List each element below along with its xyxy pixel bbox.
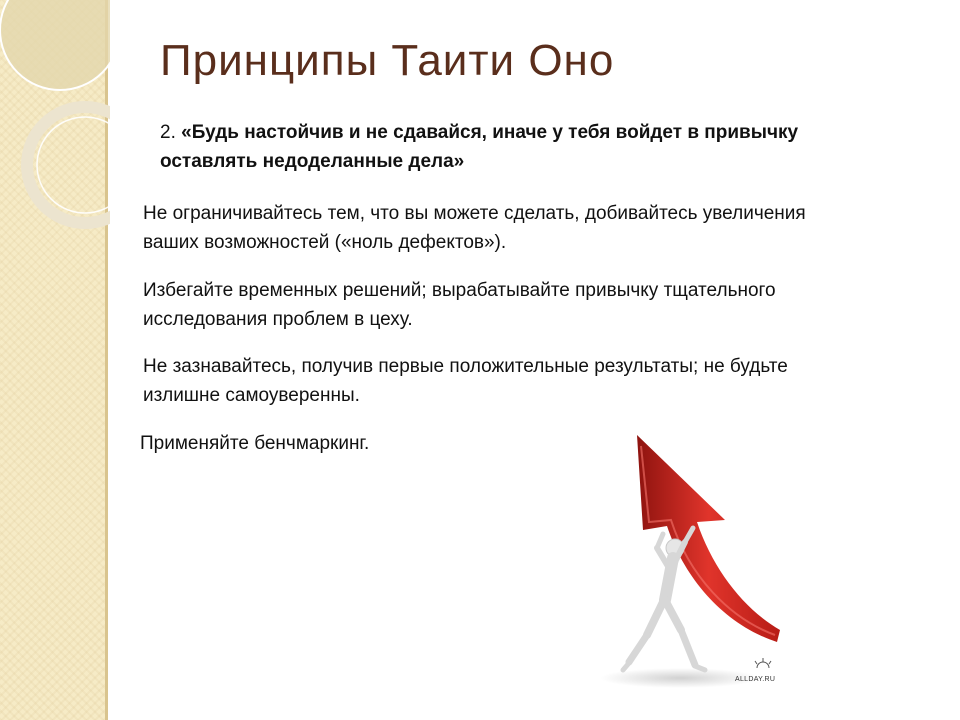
paragraph-temporary-solutions: Избегайте временных решений; вырабатывайте привычку тщательного исследования проблем в цеху. <box>143 280 776 330</box>
decorative-circles <box>0 0 110 300</box>
paragraph-benchmarking: Применяйте бенчмаркинг. <box>140 433 370 454</box>
principle-quote <box>160 118 860 176</box>
paragraph-zero-defects: Не ограничивайтесь тем, что вы можете сделать, добивайтесь увеличения ваших возможностей («ноль дефектов»). <box>143 203 806 253</box>
paragraph-overconfidence: Не зазнавайтесь, получив первые положительные результаты; не будьте излишне самоуверенны. <box>143 356 788 406</box>
arrow-pushing-figure-illustration <box>585 430 785 695</box>
deco-circle-lower-ring <box>27 107 110 223</box>
allday-logo-icon <box>755 658 771 668</box>
principle-number: 2. <box>160 122 176 143</box>
deco-circle-lower-ring-inner <box>37 117 110 213</box>
slide-title: Принципы Таити Оно <box>160 36 615 85</box>
image-credit: ALLDAY.RU <box>735 676 776 683</box>
deco-circle-upper-fill <box>0 0 110 90</box>
principle-text: «Будь настойчив и не сдавайся, иначе у тебя войдет в привычку оставлять недоделанные дела» <box>160 122 799 172</box>
